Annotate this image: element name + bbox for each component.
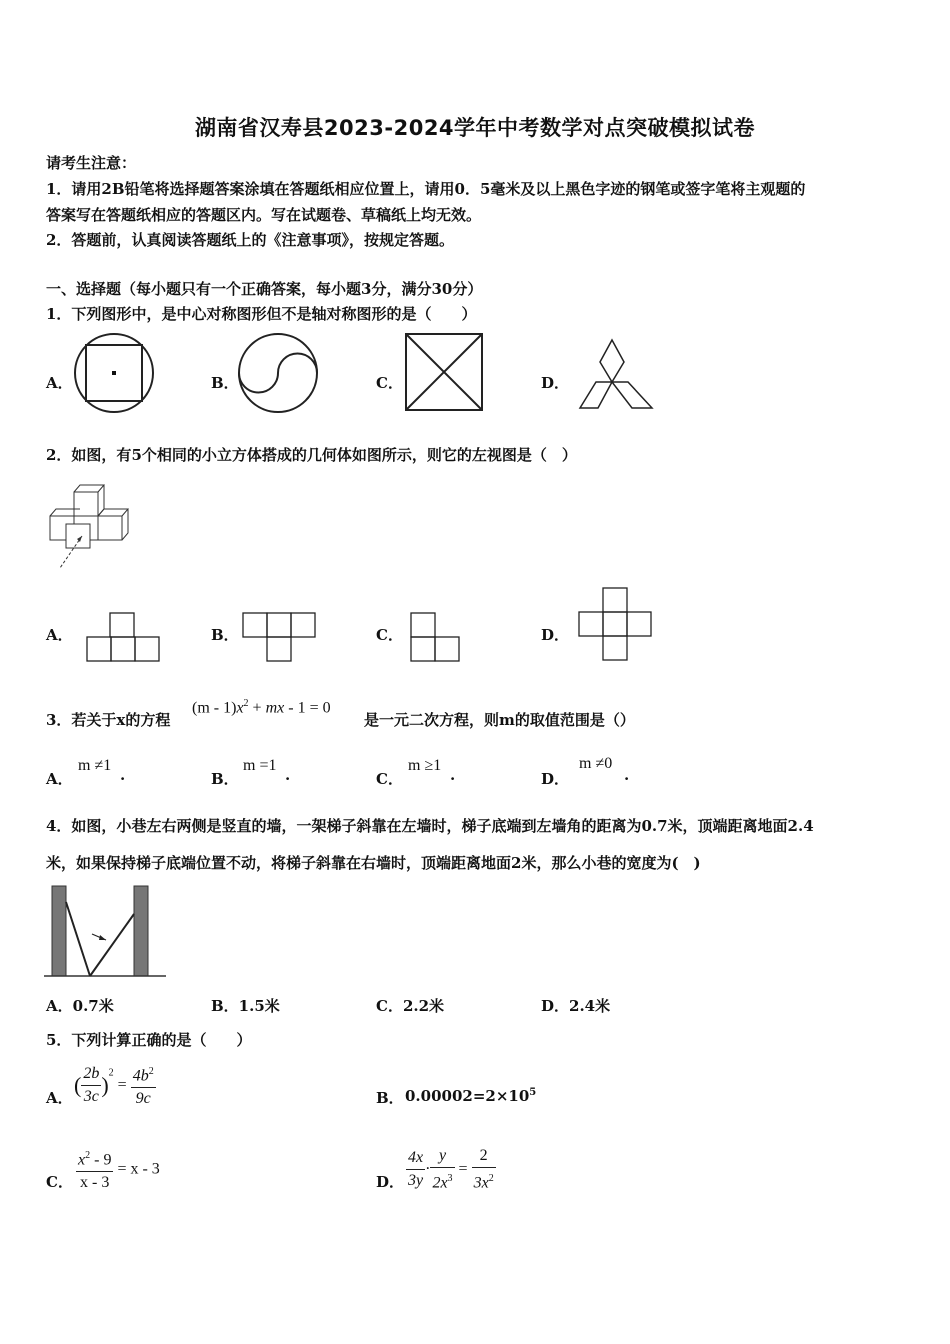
- q2-stem: 2．如图，有5个相同的小立方体搭成的几何体如图所示，则它的左视图是（ ）: [46, 446, 577, 464]
- q2-option-a-view: [86, 612, 160, 662]
- q4-stem-line1: 4．如图，小巷左右两侧是竖直的墙，一架梯子斜靠在左墙时，梯子底端到左墙角的距离为0.7米，顶端距离地面2.4: [46, 817, 814, 835]
- notice-heading: 请考生注意：: [46, 154, 137, 172]
- q3-option-c: m ≥1: [408, 757, 442, 774]
- q5-label-c: C．: [46, 1173, 73, 1191]
- q3-period-c: .: [450, 766, 456, 784]
- q5-label-d: D．: [376, 1173, 405, 1191]
- q5-option-b: $0.00002=2\times 10^5$: [405, 1087, 537, 1105]
- q3-period-a: .: [120, 766, 126, 784]
- q1-label-b: B．: [211, 374, 239, 392]
- q4-alley-ladder-figure: [44, 884, 168, 980]
- q2-cube-solid-figure: [44, 482, 136, 574]
- q3-label-d: D．: [541, 770, 570, 788]
- q3-label-a: A．: [46, 770, 73, 788]
- q1-label-a: A．: [46, 374, 73, 392]
- q2-option-d-view: [578, 587, 652, 661]
- q2-option-b-view: [242, 612, 316, 662]
- q1-stem: 1．下列图形中，是中心对称图形但不是轴对称图形的是（ ）: [46, 305, 477, 323]
- q3-equation: $(m - 1)x^2$ + mx - 1 = 0: [192, 698, 331, 717]
- q2-option-c-view: [410, 612, 460, 662]
- q4-option-b: B．1.5米: [211, 997, 280, 1015]
- q5-option-c: $\frac{x^2 - 9}{x - 3}$ = x - 3: [76, 1145, 160, 1194]
- q3-label-c: C．: [376, 770, 403, 788]
- page-title: 湖南省汉寿县2023-2024学年中考数学对点突破模拟试卷: [194, 116, 756, 140]
- q4-stem-line2: 米，如果保持梯子底端位置不动，将梯子斜靠在右墙时，顶端距离地面2米，那么小巷的宽度为( ): [46, 854, 701, 872]
- q4-option-d: D．2.4米: [541, 997, 611, 1015]
- notice-item1-line2: 答案写在答题纸相应的答题区内。写在试题卷、草稿纸上均无效。: [46, 206, 482, 224]
- q1-figure-b-yin-yang: [236, 332, 320, 414]
- q4-option-a: A．0.7米: [46, 997, 114, 1015]
- q1-label-d: D．: [541, 374, 570, 392]
- q3-stem-after: 是一元二次方程，则m的取值范围是（）: [364, 711, 635, 729]
- q3-period-b: .: [285, 766, 291, 784]
- notice-item1-line1: 1．请用2B铅笔将选择题答案涂填在答题纸相应位置上，请用0．5毫米及以上黑色字迹的钢笔或签字笔将主观题的: [46, 180, 806, 198]
- q2-label-a: A．: [46, 626, 73, 644]
- q5-option-d: $\frac{4x}{3y}$ · $\frac{y}{2x^3}$ = $\frac{2}{3x^2}$: [408, 1147, 494, 1192]
- q2-label-c: C．: [376, 626, 403, 644]
- q5-label-b: B．: [376, 1089, 404, 1107]
- q5-option-a: ( $\frac{2b}{3c}$ )$^2$ = $\frac{4b^2}{9c}$: [74, 1061, 156, 1110]
- q2-label-b: B．: [211, 626, 239, 644]
- q3-option-d: m ≠0: [579, 755, 613, 772]
- q2-label-d: D．: [541, 626, 570, 644]
- q3-stem-before: 3．若关于x的方程: [46, 711, 171, 729]
- q3-option-a: m ≠1: [78, 757, 112, 774]
- q3-label-b: B．: [211, 770, 239, 788]
- q1-figure-c-square-diagonals: [404, 332, 484, 412]
- q5-stem: 5．下列计算正确的是（ ）: [46, 1031, 252, 1049]
- notice-item2: 2．答题前，认真阅读答题纸上的《注意事项》，按规定答题。: [46, 231, 454, 249]
- q4-option-c: C．2.2米: [376, 997, 445, 1015]
- q1-label-c: C．: [376, 374, 403, 392]
- q1-figure-a-circle-square: [72, 332, 156, 414]
- q3-option-b: m =1: [243, 757, 277, 774]
- section1-heading: 一、选择题（每小题只有一个正确答案，每小题3分，满分30分）: [46, 280, 483, 298]
- q3-period-d: .: [624, 766, 630, 784]
- q1-figure-d-three-rhombi: [568, 336, 656, 412]
- q5-label-a: A．: [46, 1089, 73, 1107]
